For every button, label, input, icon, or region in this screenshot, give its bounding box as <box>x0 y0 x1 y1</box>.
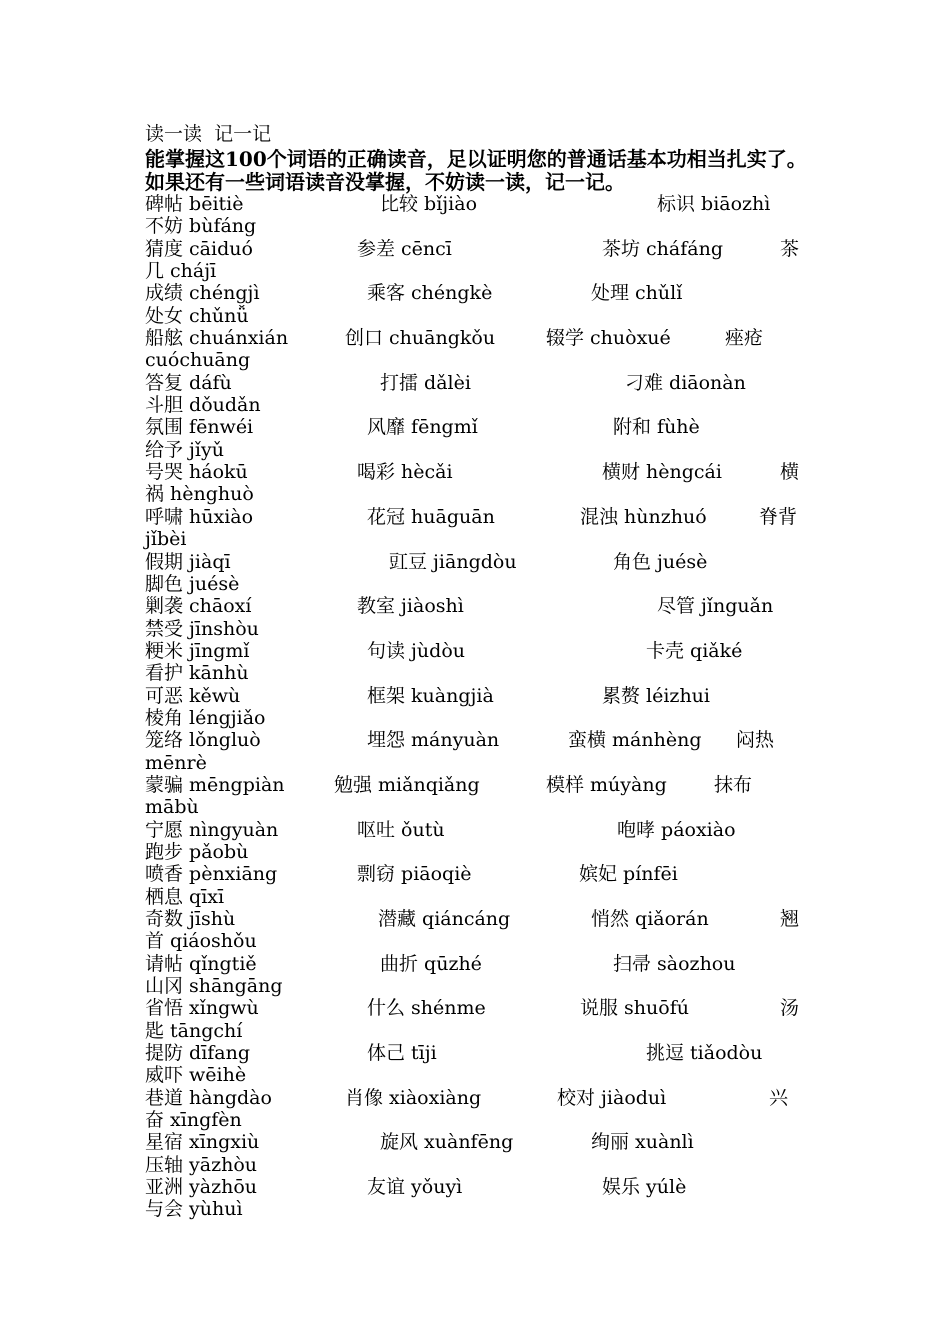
vocab-entry: 咆哮 páoxiào <box>617 818 736 841</box>
vocab-entry: 成绩 chéngjì <box>145 282 260 305</box>
vocab-row <box>145 506 813 528</box>
vocab-entry: 压轴 yāzhòu <box>145 1153 258 1176</box>
vocab-entry: 花冠 huāguān <box>367 505 495 528</box>
vocab-row-continuation <box>145 707 813 729</box>
vocab-entry: 处理 chǔlǐ <box>591 282 683 305</box>
vocab-entry: 教室 jiàoshì <box>357 595 464 618</box>
vocab-row <box>145 327 813 349</box>
vocab-row <box>145 551 813 573</box>
vocab-entry: 尽管 jǐnguǎn <box>657 595 774 618</box>
vocab-entry: 校对 jiàoduì <box>557 1086 667 1109</box>
vocab-entry: 参差 cēncī <box>357 237 452 260</box>
vocab-entry: 附和 fùhè <box>613 416 700 439</box>
vocab-entry: 说服 shuōfú <box>580 997 689 1020</box>
vocab-entry: 匙 tāngchí <box>145 1019 243 1042</box>
vocab-entry: 闷热 <box>736 729 775 752</box>
vocab-entry: 卡壳 qiǎké <box>646 639 743 662</box>
vocab-row-continuation <box>145 796 813 818</box>
vocab-entry: 埋怨 mányuàn <box>367 729 500 752</box>
vocab-entry: 笼络 lǒngluò <box>145 729 261 752</box>
vocab-entry: 棱角 léngjiǎo <box>145 706 266 729</box>
vocab-row-continuation <box>145 439 813 461</box>
vocab-entry: 绚丽 xuànlì <box>591 1131 694 1154</box>
vocab-row-continuation <box>145 1109 813 1131</box>
vocab-entry: 祸 hènghuò <box>145 483 254 506</box>
vocab-entry: 横财 hèngcái <box>602 461 722 484</box>
vocab-entry: 提防 dīfang <box>145 1042 251 1065</box>
vocab-row-continuation <box>145 483 813 505</box>
vocab-entry: 船舷 chuánxián <box>145 327 289 350</box>
vocab-row-continuation <box>145 841 813 863</box>
vocab-entry: 娱乐 yúlè <box>602 1176 687 1199</box>
vocab-row <box>145 819 813 841</box>
vocab-row-continuation <box>145 215 813 237</box>
vocab-entry: 亚洲 yàzhōu <box>145 1176 258 1199</box>
vocab-entry: 汤 <box>780 997 800 1020</box>
vocab-entry: 茶 <box>780 237 800 260</box>
vocab-entry: 抹布 <box>714 773 753 796</box>
vocab-entry: 框架 kuàngjià <box>367 684 494 707</box>
vocab-entry: 栖息 qīxī <box>145 885 225 908</box>
vocab-entry: 创口 chuāngkǒu <box>345 327 496 350</box>
vocab-row-continuation <box>145 349 813 371</box>
vocab-entry: 潜藏 qiáncáng <box>378 908 511 930</box>
vocab-entry: 碑帖 bēitiè <box>145 193 244 215</box>
vocab-row-continuation <box>145 662 813 684</box>
vocab-row <box>145 774 813 796</box>
vocab-entry: 禁受 jīnshòu <box>145 617 259 640</box>
vocab-entry: 呼啸 hūxiào <box>145 505 254 528</box>
vocab-row <box>145 953 813 975</box>
vocab-entry: 省悟 xǐngwù <box>145 997 259 1020</box>
vocab-row <box>145 863 813 885</box>
vocab-entry: 旋风 xuànfēng <box>380 1131 514 1154</box>
vocab-entry: 几 chájī <box>145 260 217 283</box>
vocab-row <box>145 908 813 930</box>
vocab-entry: 辍学 chuòxué <box>546 327 671 350</box>
vocab-entry: 扫帚 sàozhou <box>613 952 736 975</box>
vocab-row-continuation <box>145 618 813 640</box>
vocab-row <box>145 282 813 304</box>
vocab-entry: 威吓 wēihè <box>145 1064 247 1087</box>
vocab-entry: 星宿 xīngxiù <box>145 1131 260 1154</box>
vocab-entry: 剽窃 piāoqiè <box>357 863 472 886</box>
vocab-entry: 氛围 fēnwéi <box>145 416 254 439</box>
vocab-entry: jǐbèi <box>145 528 187 551</box>
intro-paragraph: 能掌握这100个词语的正确读音，足以证明您的普通话基本功相当扎实了。如果还有一些词语读音没掌握，不妨读一读，记一记。 <box>145 147 807 194</box>
vocab-entry: 兴 <box>769 1086 789 1109</box>
vocab-row <box>145 1042 813 1064</box>
vocab-entry: 茶坊 cháfáng <box>602 237 724 260</box>
vocab-row-continuation <box>145 573 813 595</box>
vocab-entry: 剿袭 chāoxí <box>145 595 252 618</box>
vocab-entry: 刁难 diāonàn <box>625 371 746 394</box>
vocab-entry: 粳米 jīngmǐ <box>145 639 250 662</box>
vocab-entry: 体己 tīji <box>367 1042 437 1065</box>
vocab-entry: 号哭 háokū <box>145 461 248 484</box>
vocab-entry: 痤疮 <box>725 327 764 350</box>
vocab-row-continuation <box>145 1064 813 1086</box>
vocab-entry: 看护 kānhù <box>145 662 249 685</box>
vocab-row-continuation <box>145 1154 813 1176</box>
vocab-entry: 模样 múyàng <box>546 773 667 796</box>
vocab-entry: 什么 shénme <box>367 997 486 1020</box>
vocab-row-continuation <box>145 394 813 416</box>
vocab-entry: 悄然 qiǎorán <box>591 908 709 930</box>
vocab-entry: 不妨 bùfáng <box>145 215 257 238</box>
vocab-row <box>145 997 813 1019</box>
vocab-entry: 勉强 miǎnqiǎng <box>334 773 480 796</box>
vocab-entry: 脚色 juésè <box>145 572 240 595</box>
vocab-entry: 请帖 qǐngtiě <box>145 952 257 975</box>
vocab-entry: 嫔妃 pínfēi <box>579 863 678 886</box>
vocab-entry: 喝彩 hècǎi <box>357 461 453 484</box>
vocab-entry: 可恶 kěwù <box>145 684 241 707</box>
vocab-entry: 句读 jùdòu <box>367 639 466 662</box>
vocab-entry: 奇数 jīshù <box>145 908 236 930</box>
vocab-entry: 挑逗 tiǎodòu <box>646 1042 763 1065</box>
vocab-row-continuation <box>145 975 813 997</box>
vocab-entry: mēnrè <box>145 751 207 774</box>
vocab-row <box>145 416 813 438</box>
vocab-entry: mābù <box>145 796 199 819</box>
vocab-entry: 乘客 chéngkè <box>367 282 493 305</box>
vocab-row <box>145 640 813 662</box>
page-heading: 读一读 记一记 <box>145 123 272 145</box>
vocab-row <box>145 461 813 483</box>
vocab-row <box>145 372 813 394</box>
vocab-entry: 给予 jǐyǔ <box>145 438 224 461</box>
vocab-entry: 角色 juésè <box>613 550 708 573</box>
vocab-entry: 山冈 shāngāng <box>145 975 283 998</box>
vocab-entry: 与会 yùhuì <box>145 1198 243 1221</box>
vocab-row <box>145 1131 813 1153</box>
vocab-entry: 奋 xīngfèn <box>145 1109 242 1132</box>
vocab-row <box>145 729 813 751</box>
vocab-entry: 喷香 pènxiāng <box>145 863 278 886</box>
vocab-entry: 跑步 pǎobù <box>145 840 249 863</box>
vocab-entry: 脊背 <box>759 505 798 528</box>
vocab-row-continuation <box>145 260 813 282</box>
vocab-row <box>145 1176 813 1198</box>
vocab-entry: 打擂 dǎlèi <box>380 371 471 394</box>
vocab-entry: 混浊 hùnzhuó <box>580 505 707 528</box>
vocab-entry: 比较 bǐjiào <box>380 193 478 215</box>
vocab-entry: 蛮横 mánhèng <box>568 729 702 752</box>
vocab-entry: 首 qiáoshǒu <box>145 930 257 953</box>
vocab-row <box>145 595 813 617</box>
vocab-entry: 假期 jiàqī <box>145 550 231 573</box>
vocab-entry: 豇豆 jiāngdòu <box>389 550 517 573</box>
vocab-entry: 翘 <box>780 908 800 930</box>
vocab-entry: 处女 chǔnǚ <box>145 304 249 327</box>
vocab-entry: cuóchuāng <box>145 349 251 372</box>
vocab-entry: 蒙骗 mēngpiàn <box>145 773 285 796</box>
vocab-row-continuation <box>145 752 813 774</box>
vocab-entry: 呕吐 ǒutù <box>357 818 445 841</box>
vocab-entry: 横 <box>780 461 800 484</box>
vocab-entry: 宁愿 nìngyuàn <box>145 818 279 841</box>
vocab-row <box>145 238 813 260</box>
vocab-entry: 风靡 fēngmǐ <box>367 416 478 439</box>
vocab-row-continuation <box>145 1198 813 1220</box>
vocab-row-continuation <box>145 305 813 327</box>
vocab-entry: 标识 biāozhì <box>657 193 771 215</box>
vocab-row-continuation <box>145 886 813 908</box>
vocab-row <box>145 685 813 707</box>
vocab-row-continuation <box>145 930 813 952</box>
vocab-entry: 曲折 qūzhé <box>380 952 482 975</box>
vocab-entry: 友谊 yǒuyì <box>367 1176 463 1199</box>
vocabulary-list <box>145 193 813 1221</box>
vocab-entry: 巷道 hàngdào <box>145 1086 272 1109</box>
vocab-row <box>145 1087 813 1109</box>
vocab-entry: 答复 dáfù <box>145 371 232 394</box>
vocab-row-continuation <box>145 528 813 550</box>
vocab-entry: 累赘 léizhui <box>602 684 710 707</box>
vocab-entry: 斗胆 dǒudǎn <box>145 394 261 417</box>
vocab-entry: 肖像 xiàoxiàng <box>345 1086 482 1109</box>
vocab-row-continuation <box>145 1020 813 1042</box>
vocab-row <box>145 193 813 215</box>
vocab-entry: 猜度 cāiduó <box>145 237 253 260</box>
